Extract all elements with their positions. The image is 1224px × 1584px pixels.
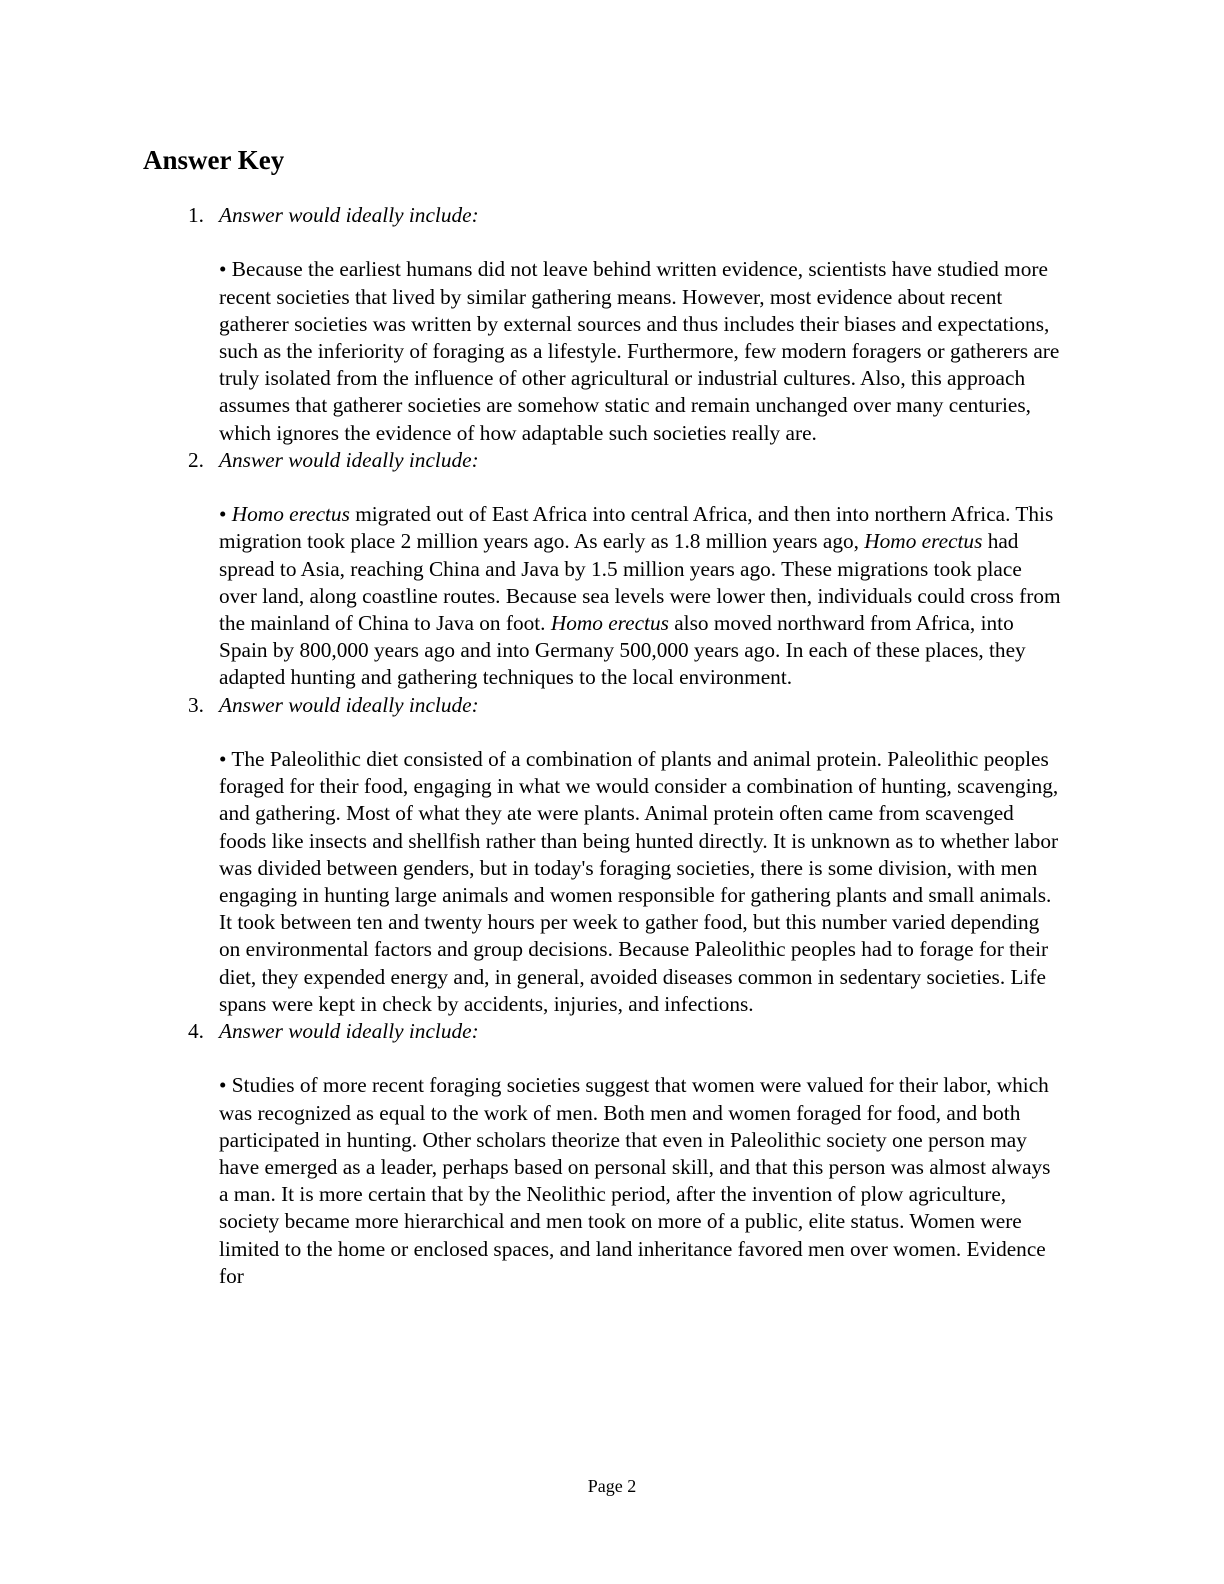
answer-intro: Answer would ideally include:	[219, 692, 479, 717]
answer-number: 4.	[188, 1019, 204, 1044]
answer-intro: Answer would ideally include:	[219, 203, 479, 227]
answer-number: 1.	[188, 203, 204, 227]
answer-text: also moved northward from Africa, into Spain by 800,000 years ago and into Germany 500,000 years ago. In each of these places, they adapted hunting and gathering techniques to the local environment.	[219, 611, 1026, 690]
answer-body	[219, 1072, 1061, 1290]
answer-body	[219, 746, 1061, 1018]
answer-body	[219, 501, 1061, 691]
answer-item	[0, 692, 1061, 1018]
answer-text: • Studies of more recent foraging societies suggest that women were valued for their labor, which was recognized as equal to the work of men. Both men and women foraged for food, and both participated in hunting. Other scholars theorize that even in Paleolithic society one person may have emerged as a leader, perhaps based on personal skill, and that this person was almost always a man. It is more certain that by the Neolithic period, after the invention of plow agriculture, society became more hierarchical and men took on more of a public, elite status. Women were limited to the home or enclosed spaces, and land inheritance favored men over women. Evidence for	[219, 1073, 1051, 1288]
answer-number: 2.	[188, 447, 204, 472]
answer-text: •	[219, 502, 232, 527]
answer-text: • The Paleolithic diet consisted of a combination of plants and animal protein. Paleolithic peoples foraged for their food, engaging in what we would consider a combination of hunting, scavenging, and gathering. Most of what they ate were plants. Animal protein often came from scavenged foods like insects and shellfish rather than being hunted directly. It is unknown as to whether labor was divided between genders, but in today's foraging societies, there is some division, with men engaging in hunting large animals and women responsible for gathering plants and small animals. It took between ten and twenty hours per week to gather food, but this number varied depending on environmental factors and group decisions. Because Paleolithic peoples had to forage for their diet, they expended energy and, in general, avoided diseases common in sedentary societies. Life spans were kept in check by accidents, injuries, and infections.	[219, 747, 1059, 1016]
answer-text: migrated out of East Africa into central Africa, and then into northern Africa. This migration took place 2 million years ago. As early as 1.8 million years ago,	[219, 502, 1054, 554]
answer-number: 3.	[188, 692, 204, 717]
answer-intro: Answer would ideally include:	[219, 1019, 479, 1044]
page-footer: Page 2	[587, 1476, 637, 1496]
answer-text: • Because the earliest humans did not leave behind written evidence, scientists have studied more recent societies that lived by similar gathering means. However, most evidence about recent gatherer societies was written by external sources and thus includes their biases and expectations, such as the inferiority of foraging as a lifestyle. Furthermore, few modern foragers or gatherers are truly isolated from the influence of other agricultural or industrial cultures. Also, this approach assumes that gatherer societies are somehow static and remain unchanged over many centuries, which ignores the evidence of how adaptable such societies really are.	[219, 257, 1060, 445]
answer-item	[0, 1018, 1061, 1290]
answer-text: had spread to Asia, reaching China and Java by 1.5 million years ago. These migrations took place over land, along coastline routes. Because sea levels were lower then, individuals could cross from the mainland of China to Java on foot.	[219, 529, 1061, 636]
answer-item	[0, 202, 1061, 447]
answer-list	[0, 202, 1224, 1290]
page-heading: Answer Key	[143, 145, 285, 175]
answer-body	[219, 256, 1061, 446]
species-name: Homo erectus	[550, 611, 669, 636]
species-name: Homo erectus	[864, 529, 983, 554]
species-name: Homo erectus	[231, 502, 350, 527]
answer-intro: Answer would ideally include:	[219, 447, 479, 472]
answer-item	[0, 447, 1061, 692]
